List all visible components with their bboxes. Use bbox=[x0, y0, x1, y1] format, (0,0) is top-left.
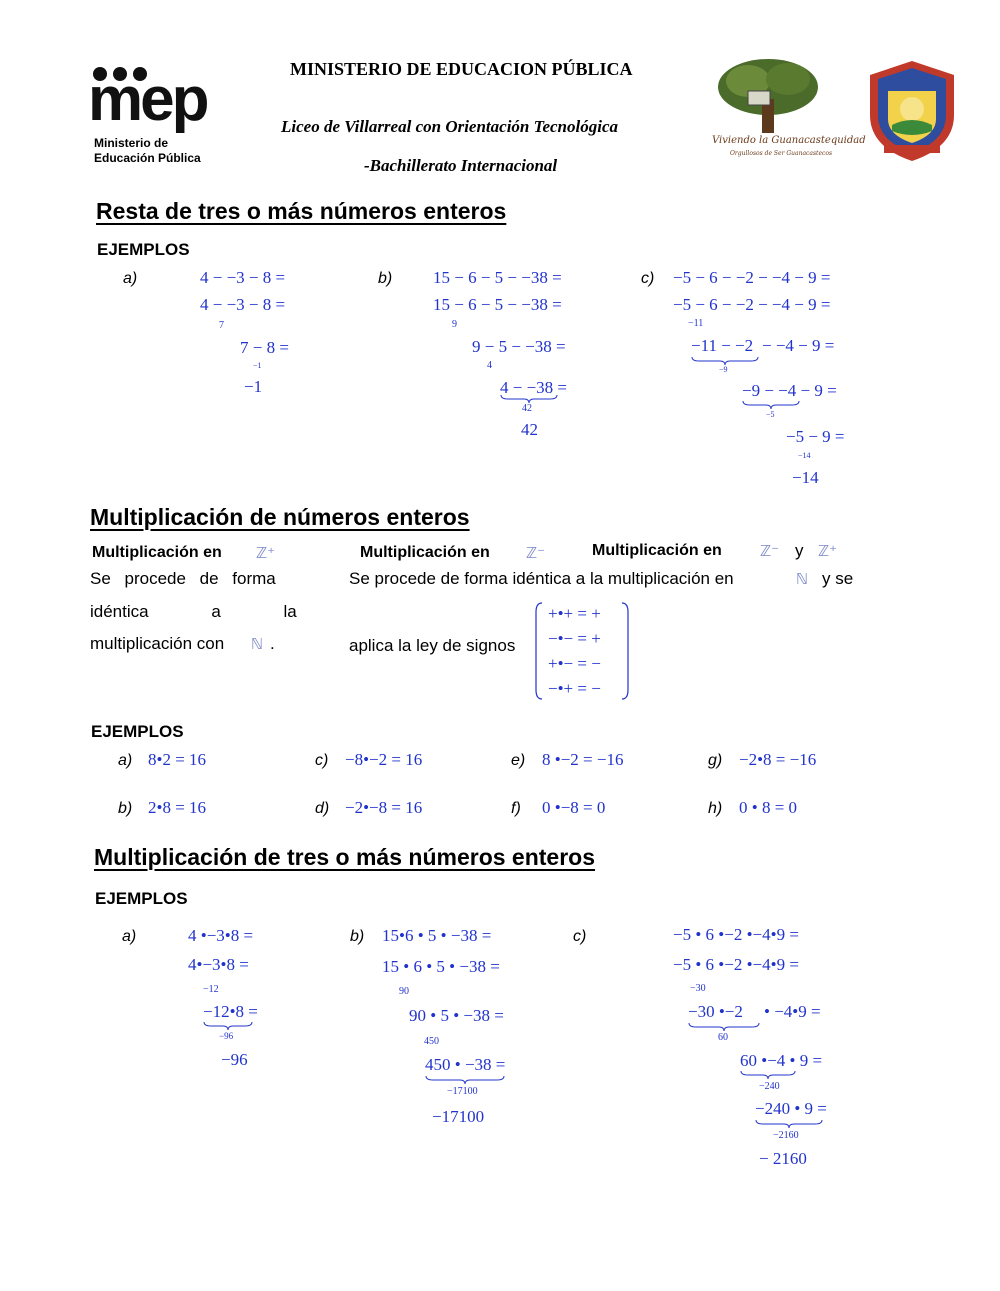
program-name: -Bachillerato Internacional bbox=[364, 156, 558, 175]
s1-b-result: 42 bbox=[521, 420, 538, 439]
col1-period: . bbox=[270, 634, 275, 653]
ex-e-expr: 8 •−2 = −16 bbox=[542, 750, 624, 769]
mep-logo-caption-2: Educación Pública bbox=[94, 151, 201, 165]
col3-y: y bbox=[795, 541, 804, 560]
s1-a-sub2: −1 bbox=[253, 361, 262, 370]
s1-c-label: c) bbox=[641, 270, 655, 287]
s1-a-label: a) bbox=[123, 270, 138, 287]
ex-d-expr: −2•−8 = 16 bbox=[345, 798, 423, 817]
s1-b-label: b) bbox=[378, 270, 393, 287]
s1-a-sub1: 7 bbox=[219, 320, 224, 331]
col1-text1-content: Se procede de forma bbox=[90, 569, 276, 588]
col3-set1: ℤ⁻ bbox=[760, 542, 780, 560]
school-crest-graphic bbox=[862, 55, 962, 165]
s1-c-sub4: −14 bbox=[798, 451, 811, 460]
section2-title: Multiplicación de números enteros bbox=[90, 504, 470, 530]
col2-heading: Multiplicación en bbox=[360, 544, 490, 561]
ex-f-label: f) bbox=[511, 800, 521, 817]
s3-b-line1: 15•6 • 5 • −38 = bbox=[382, 926, 492, 945]
section1-examples-label: EJEMPLOS bbox=[97, 240, 190, 259]
s3-c-brace2 bbox=[740, 1070, 796, 1080]
s3-c-label: c) bbox=[573, 928, 587, 945]
s3-c-brace3 bbox=[755, 1119, 823, 1129]
sign-rule-4: −•+ = − bbox=[548, 679, 601, 698]
s3-c-sub3: −240 bbox=[759, 1081, 780, 1092]
ex-f-expr: 0 •−8 = 0 bbox=[542, 798, 606, 817]
mep-logo-word: mep bbox=[88, 65, 207, 134]
tree-logo-text: Viviendo la Guanacastequidad bbox=[712, 135, 866, 146]
s1-a-line1: 4 − −3 − 8 = bbox=[200, 268, 286, 287]
tree-logo-subtext: Orgullosos de Ser Guanacastecos bbox=[730, 150, 833, 157]
rule-text3: aplica la ley de signos bbox=[349, 636, 516, 655]
col1-set2: ℕ bbox=[251, 635, 264, 653]
s3-b-result: −17100 bbox=[432, 1107, 485, 1126]
col3-set2: ℤ⁺ bbox=[818, 542, 838, 560]
ministry-title: MINISTERIO DE EDUCACION PÚBLICA bbox=[290, 59, 633, 79]
ex-h-expr: 0 • 8 = 0 bbox=[739, 798, 798, 817]
s3-a-sub2: −96 bbox=[219, 1031, 234, 1041]
s3-a-line2: 4•−3•8 = bbox=[188, 955, 249, 974]
ex-g-label: g) bbox=[708, 752, 723, 769]
col1-text2: idéntica a la bbox=[90, 602, 297, 621]
ex-e-label: e) bbox=[511, 752, 526, 769]
s3-a-sub1: −12 bbox=[203, 984, 219, 995]
s3-c-line3b: • −4•9 = bbox=[764, 1002, 821, 1021]
ex-h-label: h) bbox=[708, 800, 723, 817]
s3-c-sub4: −2160 bbox=[773, 1130, 799, 1141]
s1-c-line1: −5 − 6 − −2 − −4 − 9 = bbox=[673, 268, 831, 287]
s1-b-sub3: 42 bbox=[522, 403, 532, 414]
s1-b-line2: 15 − 6 − 5 − −38 = bbox=[433, 295, 562, 314]
col1-set: ℤ⁺ bbox=[256, 544, 276, 562]
s1-b-line1: 15 − 6 − 5 − −38 = bbox=[433, 268, 562, 287]
mep-logo-caption-1: Ministerio de bbox=[94, 136, 169, 150]
s1-a-result: −1 bbox=[244, 377, 263, 396]
s3-c-brace1 bbox=[688, 1022, 760, 1032]
section3-title: Multiplicación de tres o más números enteros bbox=[94, 844, 596, 870]
ex-b-label: b) bbox=[118, 800, 133, 817]
rule-text1: Se procede de forma idéntica a la multiplicación en bbox=[349, 569, 734, 588]
s1-b-line3: 9 − 5 − −38 = bbox=[472, 337, 566, 356]
tree-logo-graphic bbox=[708, 55, 828, 165]
s1-a-line2: 4 − −3 − 8 = bbox=[200, 295, 286, 314]
s1-b-sub1: 9 bbox=[452, 319, 457, 330]
s1-c-sub3: −5 bbox=[766, 410, 775, 419]
s3-b-line3: 90 • 5 • −38 = bbox=[409, 1006, 504, 1025]
s1-b-sub2: 4 bbox=[487, 360, 492, 371]
s1-c-brace2 bbox=[742, 400, 800, 410]
col1-heading: Multiplicación en bbox=[92, 544, 222, 561]
s3-b-brace bbox=[425, 1075, 505, 1085]
school-name: Liceo de Villarreal con Orientación Tecnológica bbox=[281, 117, 618, 136]
s3-c-line4: 60 •−4 • 9 = bbox=[740, 1051, 823, 1070]
school-crest-text: LICEO DE VILLARREAL bbox=[880, 57, 949, 63]
col1-text3: multiplicación con bbox=[90, 634, 225, 653]
s3-b-sub3: −17100 bbox=[447, 1086, 478, 1097]
s1-c-sub2: −9 bbox=[719, 365, 728, 374]
s3-b-line2: 15 • 6 • 5 • −38 = bbox=[382, 957, 500, 976]
s1-c-line4: −9 − −4 − 9 = bbox=[742, 381, 837, 400]
s3-a-brace bbox=[203, 1021, 253, 1031]
s3-b-line4: 450 • −38 = bbox=[425, 1055, 506, 1074]
ex-a-label: a) bbox=[118, 752, 133, 769]
s1-c-line3b: − −4 − 9 = bbox=[762, 336, 835, 355]
ex-a-expr: 8•2 = 16 bbox=[148, 750, 207, 769]
rule-text2: y se bbox=[822, 569, 854, 588]
col3-heading: Multiplicación en bbox=[592, 542, 722, 559]
ex-c-label: c) bbox=[315, 752, 329, 769]
ex-b-expr: 2•8 = 16 bbox=[148, 798, 207, 817]
sign-rule-1: +•+ = + bbox=[548, 604, 601, 623]
signs-left-brace bbox=[534, 602, 544, 700]
s3-a-label: a) bbox=[122, 928, 137, 945]
s3-c-line3a: −30 •−2 bbox=[688, 1002, 743, 1021]
ex-g-expr: −2•8 = −16 bbox=[739, 750, 817, 769]
s3-a-line3: −12•8 = bbox=[203, 1002, 258, 1021]
s3-b-label: b) bbox=[350, 928, 365, 945]
rule-set: ℕ bbox=[796, 570, 809, 588]
s3-c-line2: −5 • 6 •−2 •−4•9 = bbox=[673, 955, 799, 974]
mep-logo bbox=[88, 62, 248, 172]
ex-d-label: d) bbox=[315, 800, 330, 817]
section3-examples-label: EJEMPLOS bbox=[95, 889, 188, 908]
s1-c-line5: −5 − 9 = bbox=[786, 427, 845, 446]
s1-a-line3: 7 − 8 = bbox=[240, 338, 289, 357]
s3-c-line1: −5 • 6 •−2 •−4•9 = bbox=[673, 925, 799, 944]
s3-c-line5: −240 • 9 = bbox=[755, 1099, 827, 1118]
s1-c-line3a: −11 − −2 bbox=[691, 336, 754, 355]
tree-logo bbox=[708, 55, 866, 165]
s3-c-result: − 2160 bbox=[759, 1149, 807, 1168]
s1-c-sub1: −11 bbox=[688, 318, 704, 329]
sign-rule-2: −•− = + bbox=[548, 629, 601, 648]
s3-b-sub1: 90 bbox=[399, 986, 409, 997]
s3-c-sub2: 60 bbox=[718, 1032, 728, 1043]
col1-text1 bbox=[90, 569, 290, 589]
s1-c-line2: −5 − 6 − −2 − −4 − 9 = bbox=[673, 295, 831, 314]
s3-c-sub1: −30 bbox=[690, 983, 706, 994]
s3-a-result: −96 bbox=[221, 1050, 248, 1069]
s1-c-result: −14 bbox=[792, 468, 819, 487]
s3-b-sub2: 450 bbox=[424, 1036, 439, 1047]
section2-examples-label: EJEMPLOS bbox=[91, 722, 184, 741]
sign-rule-3: +•− = − bbox=[548, 654, 601, 673]
school-crest bbox=[862, 55, 962, 165]
signs-right-brace bbox=[620, 602, 630, 700]
col2-set: ℤ⁻ bbox=[526, 544, 546, 562]
ex-c-expr: −8•−2 = 16 bbox=[345, 750, 423, 769]
section1-title: Resta de tres o más números enteros bbox=[96, 198, 507, 224]
s3-a-line1: 4 •−3•8 = bbox=[188, 926, 254, 945]
s1-b-line4: 4 − −38 = bbox=[500, 378, 568, 397]
